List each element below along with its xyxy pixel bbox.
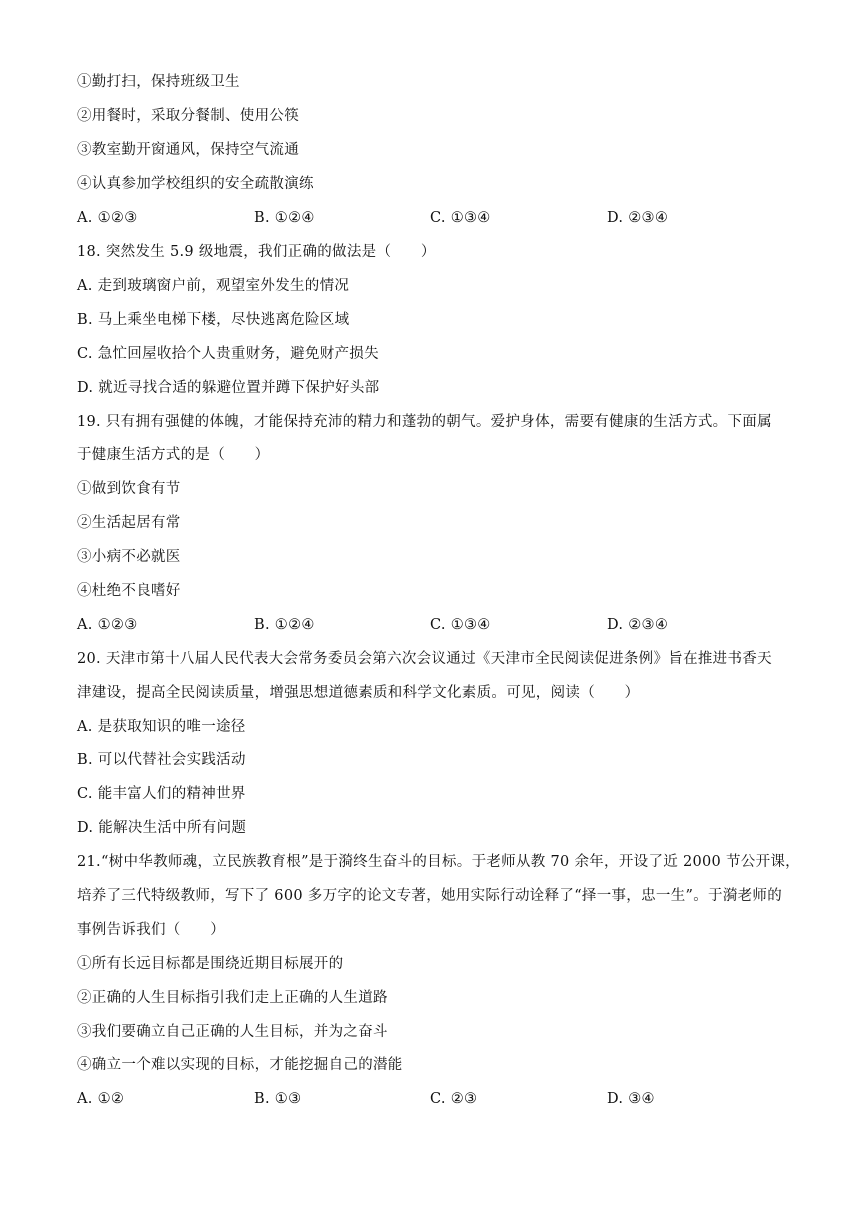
q18-stem: 18. 突然发生 5.9 级地震，我们正确的做法是（ ）	[77, 244, 436, 260]
q21-option-b: B. ①③	[254, 1091, 302, 1107]
q18-option-c: C. 急忙回屋收拾个人贵重财务，避免财产损失	[77, 346, 379, 362]
q17-option-b: B. ①②④	[254, 210, 315, 226]
q21-option-a: A. ①②	[77, 1091, 125, 1107]
q19-stem-line-1: 19. 只有拥有强健的体魄，才能保持充沛的精力和蓬勃的朝气。爱护身体，需要有健康的生活方式。下面属	[77, 414, 772, 430]
q17-option-d: D. ②③④	[607, 210, 669, 226]
q17-item-2: ②用餐时，采取分餐制、使用公筷	[77, 108, 299, 124]
q19-option-c: C. ①③④	[430, 617, 491, 633]
q18-option-d: D. 就近寻找合适的躲避位置并蹲下保护好头部	[77, 380, 380, 396]
q18-option-a: A. 走到玻璃窗户前，观望室外发生的情况	[77, 278, 350, 294]
q19-item-4: ④杜绝不良嗜好	[77, 583, 181, 599]
q17-option-a: A. ①②③	[77, 210, 138, 226]
q19-item-2: ②生活起居有常	[77, 515, 181, 531]
q21-stem-line-1: 21.“树中华教师魂，立民族教育根”是于漪终生奋斗的目标。于老师从教 70 余年，开设了近 2000 节公开课，	[77, 854, 800, 870]
q17-item-4: ④认真参加学校组织的安全疏散演练	[77, 176, 314, 192]
q19-option-a: A. ①②③	[77, 617, 138, 633]
q17-option-c: C. ①③④	[430, 210, 491, 226]
q19-item-3: ③小病不必就医	[77, 549, 181, 565]
q19-stem-line-2: 于健康生活方式的是（ ）	[77, 447, 270, 463]
q17-item-1: ①勤打扫，保持班级卫生	[77, 74, 240, 90]
q21-option-d: D. ③④	[607, 1091, 655, 1107]
q21-item-2: ②正确的人生目标指引我们走上正确的人生道路	[77, 990, 388, 1006]
q21-item-4: ④确立一个难以实现的目标，才能挖掘自己的潜能	[77, 1057, 403, 1073]
q20-option-b: B. 可以代替社会实践活动	[77, 752, 246, 768]
q20-option-d: D. 能解决生活中所有问题	[77, 820, 247, 836]
q18-option-b: B. 马上乘坐电梯下楼，尽快逃离危险区域	[77, 312, 350, 328]
q21-option-c: C. ②③	[430, 1091, 478, 1107]
q19-item-1: ①做到饮食有节	[77, 481, 181, 497]
q20-stem-line-1: 20. 天津市第十八届人民代表大会常务委员会第六次会议通过《天津市全民阅读促进条例》旨在推进书香天	[77, 651, 772, 667]
q21-stem-line-3: 事例告诉我们（ ）	[77, 922, 225, 938]
q19-option-d: D. ②③④	[607, 617, 669, 633]
q20-option-a: A. 是获取知识的唯一途径	[77, 719, 246, 735]
q19-option-b: B. ①②④	[254, 617, 315, 633]
q17-item-3: ③教室勤开窗通风，保持空气流通	[77, 142, 299, 158]
q20-option-c: C. 能丰富人们的精神世界	[77, 786, 246, 802]
q21-stem-line-2: 培养了三代特级教师，写下了 600 多万字的论文专著，她用实际行动诠释了“择一事，忠一生”。于漪老师的	[77, 888, 783, 904]
q20-stem-line-2: 津建设，提高全民阅读质量，增强思想道德素质和科学文化素质。可见，阅读（ ）	[77, 685, 640, 701]
q21-item-3: ③我们要确立自己正确的人生目标，并为之奋斗	[77, 1024, 388, 1040]
q21-item-1: ①所有长远目标都是围绕近期目标展开的	[77, 956, 344, 972]
